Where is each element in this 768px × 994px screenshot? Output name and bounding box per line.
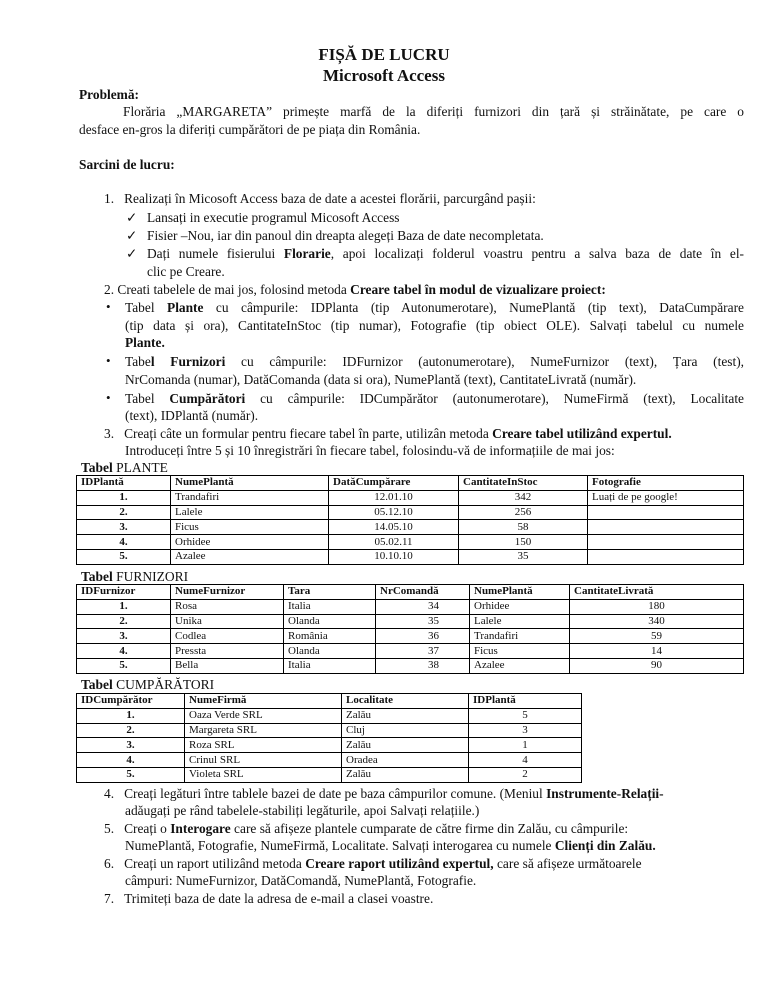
table-cell: Trandafiri [470,629,570,644]
table-cell: Zalău [342,767,469,782]
task-1: 1. Realizați în Micosoft Access baza de date a acestei florării, parcurgând pașii: [104,191,536,206]
table-header-cell: NrComandă [376,585,470,600]
task-4-line-2: adăugați pe rând tabelele-stabiliți legăturile, apoi Salvați relațiile.) [125,803,480,818]
table-cell: Unika [171,614,284,629]
task-3-line-2: Introduceți între 5 și 10 înregistrări în fiecare tabel, folosindu-vă de informațiile de mai jos: [125,443,615,458]
table-cell: 5. [77,767,185,782]
table-header-cell: DatăCumpărare [329,476,459,491]
table-header-cell: IDPlantă [469,694,582,709]
table-row [77,738,582,753]
table-cell: Lalele [470,614,570,629]
table-cell: 3. [77,738,185,753]
task-1-step-2: Fisier –Nou, iar din panoul din dreapta alegeți Baza de date necompletata. [147,228,544,243]
table-cell: Olanda [284,614,376,629]
table-header-row [77,585,744,600]
table-cell: 340 [570,614,744,629]
table-cell: Azalee [470,658,570,673]
table-cell: 35 [459,549,588,564]
table-row [77,644,744,659]
table-cell: România [284,629,376,644]
table-header-cell: NumePlantă [470,585,570,600]
bullet-icon: • [106,390,111,405]
table-header-cell: NumeFurnizor [171,585,284,600]
table-cell: 05.12.10 [329,505,459,520]
check-icon: ✓ [126,210,138,225]
bullet-3-line-1: Tabel Cumpărători cu câmpurile: IDCumpărător (autonumerotare), NumeFirmă (text), Localitate [125,391,744,406]
problem-heading: Problemă: [79,87,139,102]
table-row [77,708,582,723]
table-header-cell: IDFurnizor [77,585,171,600]
problem-line-1: Florăria „MARGARETA” primește marfă de la diferiți furnizori din țară și străinătate, pe care o [123,104,744,119]
bullet-icon: • [106,353,111,368]
table-plante-title: Tabel PLANTE [81,460,168,475]
table-row [77,520,744,535]
table-cell: Roza SRL [185,738,342,753]
table-cell: Zalău [342,708,469,723]
table-cell: 12.01.10 [329,490,459,505]
table-cell: 58 [459,520,588,535]
table-row [77,723,582,738]
table-header-cell: NumePlantă [171,476,329,491]
table-cell: 5. [77,549,171,564]
table-cell: 5 [469,708,582,723]
table-cell: 37 [376,644,470,659]
table-cell: 35 [376,614,470,629]
page-subtitle: Microsoft Access [323,66,445,85]
table-cell: 05.02.11 [329,535,459,550]
table-cell [588,505,744,520]
table-cell: 36 [376,629,470,644]
table-row [77,629,744,644]
table-cell: Italia [284,658,376,673]
task-2: 2. Creati tabelele de mai jos, folosind metoda Creare tabel în modul de vizualizare proiect: [104,282,606,297]
table-cell: 34 [376,599,470,614]
table-cell: 5. [77,658,171,673]
table-header-cell: IDPlantă [77,476,171,491]
table-cell: 59 [570,629,744,644]
table-cell: 2. [77,505,171,520]
table-row [77,614,744,629]
table-header-row [77,694,582,709]
bullet-2-line-1: Tabel Furnizori cu câmpurile: IDFurnizor (autonumerotare), NumeFurnizor (text), Țara (test), [125,354,744,369]
table-cell: Lalele [171,505,329,520]
table-header-cell: CantitateLivrată [570,585,744,600]
table-row [77,490,744,505]
bullet-1-line-2: (tip data și ora), CantitateInStoc (tip numar), Fotografie (tip obiect OLE). Salvați tabelul cu numele [125,318,744,333]
table-cell: 1 [469,738,582,753]
table-cell: Zalău [342,738,469,753]
table-cell: 150 [459,535,588,550]
table-cell: 180 [570,599,744,614]
table-header-cell: Localitate [342,694,469,709]
check-icon: ✓ [126,246,138,261]
table-cell: Crinul SRL [185,753,342,768]
table-cell: 4. [77,753,185,768]
table-cell: Rosa [171,599,284,614]
task-3-line-1: 3. Creați câte un formular pentru fiecare tabel în parte, utilizân metoda Creare tabel utilizând expertul. [104,426,672,441]
task-1-step-3: Dați numele fisierului Florarie, apoi localizați folderul voastru pentru a salva baza de date în el- [147,246,744,261]
task-6-line-2: câmpuri: NumeFurnizor, DatăComandă, NumePlantă, Fotografie. [125,873,477,888]
table-cell: 38 [376,658,470,673]
table-cumparatori [76,693,582,783]
task-4-line-1: 4. Creați legături între tablele bazei de date pe baza câmpurilor comune. (Meniul Instrumente-Relații- [104,786,664,801]
table-cumparatori-title: Tabel CUMPĂRĂTORI [81,677,215,692]
table-cell: Pressta [171,644,284,659]
table-cell: 1. [77,599,171,614]
table-cell: 1. [77,708,185,723]
table-cell: 2. [77,614,171,629]
table-row [77,549,744,564]
table-cell: 4 [469,753,582,768]
table-cell [588,520,744,535]
table-cell: 342 [459,490,588,505]
table-cell: Cluj [342,723,469,738]
task-1-step-3-cont: clic pe Creare. [147,264,225,279]
task-1-step-1: Lansați in executie programul Micosoft Access [147,210,400,225]
table-cell: Codlea [171,629,284,644]
table-cell [588,549,744,564]
bullet-1-line-1: Tabel Plante cu câmpurile: IDPlanta (tip Autonumerotare), NumePlantă (tip text), DataCumpărare [125,300,744,315]
table-cell: Ficus [470,644,570,659]
table-row [77,767,582,782]
table-cell: 3. [77,520,171,535]
table-cell: 14.05.10 [329,520,459,535]
table-cell: 90 [570,658,744,673]
table-row [77,599,744,614]
table-furnizori-title: Tabel FURNIZORI [81,569,189,584]
table-cell: 1. [77,490,171,505]
bullet-icon: • [106,299,111,314]
table-row [77,753,582,768]
table-cell [588,535,744,550]
bullet-1-line-3: Plante. [125,335,165,350]
table-cell: Orhidee [171,535,329,550]
table-cell: 14 [570,644,744,659]
table-cell: 3. [77,629,171,644]
table-cell: 2 [469,767,582,782]
table-cell: Trandafiri [171,490,329,505]
table-row [77,658,744,673]
table-cell: Italia [284,599,376,614]
table-plante [76,475,744,565]
table-header-cell: IDCumpărător [77,694,185,709]
tasks-heading: Sarcini de lucru: [79,157,175,172]
bullet-2-line-2: NrComanda (numar), DatăComanda (data si ora), NumePlantă (text), CantitateLivrată (număr). [125,372,637,387]
table-header-row [77,476,744,491]
table-row [77,505,744,520]
task-6-line-1: 6. Creați un raport utilizând metoda Creare raport utilizând expertul, care să afișeze următoarele [104,856,642,871]
table-header-cell: Fotografie [588,476,744,491]
page-title: FIȘĂ DE LUCRU [318,45,450,64]
table-cell: 10.10.10 [329,549,459,564]
table-cell: 3 [469,723,582,738]
table-cell: 256 [459,505,588,520]
table-header-cell: CantitateInStoc [459,476,588,491]
problem-line-2: desface en-gros la diferiți cumpărători de pe piața din România. [79,122,421,137]
table-cell: Olanda [284,644,376,659]
table-header-cell: Tara [284,585,376,600]
table-cell: Oaza Verde SRL [185,708,342,723]
table-cell: Margareta SRL [185,723,342,738]
table-cell: Ficus [171,520,329,535]
table-furnizori [76,584,744,674]
task-5-line-1: 5. Creați o Interogare care să afișeze plantele cumparate de către firme din Zalău, cu câmpurile: [104,821,629,836]
table-cell: Violeta SRL [185,767,342,782]
table-row [77,535,744,550]
table-cell: Bella [171,658,284,673]
table-cell: Oradea [342,753,469,768]
check-icon: ✓ [126,228,138,243]
table-cell: Luați de pe google! [588,490,744,505]
task-7: 7. Trimiteți baza de date la adresa de e-mail a clasei voastre. [104,891,434,906]
table-cell: 4. [77,535,171,550]
table-cell: 2. [77,723,185,738]
bullet-3-line-2: (text), IDPlantă (număr). [125,408,259,423]
table-cell: 4. [77,644,171,659]
table-cell: Azalee [171,549,329,564]
task-5-line-2: NumePlantă, Fotografie, NumeFirmă, Localitate. Salvați interogarea cu numele Clienți din Zalău. [125,838,656,853]
table-cell: Orhidee [470,599,570,614]
table-header-cell: NumeFirmă [185,694,342,709]
